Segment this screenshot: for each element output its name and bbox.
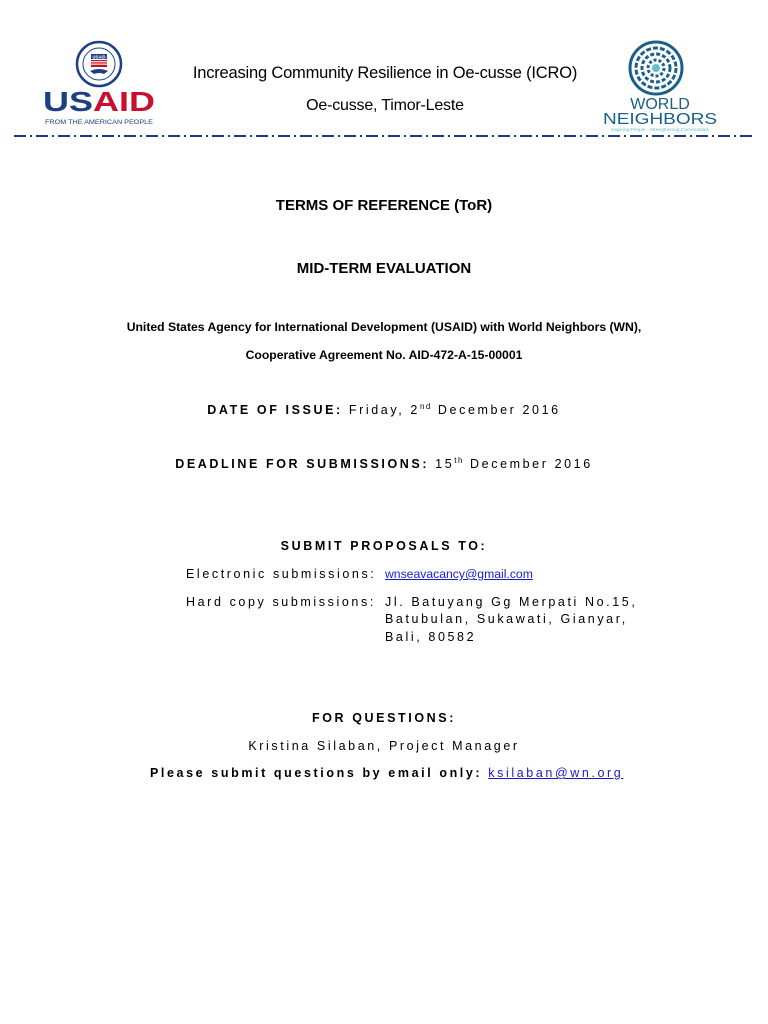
deadline-ordinal: th	[454, 456, 464, 465]
issue-value-suffix: December 2016	[431, 403, 561, 418]
questions-instruction	[150, 766, 623, 780]
submission-deadline	[0, 456, 768, 471]
electronic-submissions-email-link[interactable]: wnseavacancy@gmail.com	[385, 567, 533, 581]
project-title: Increasing Community Resilience in Oe-cusse (ICRO)	[192, 64, 578, 82]
document-title: TERMS OF REFERENCE (ToR)	[275, 197, 493, 214]
date-of-issue	[0, 402, 768, 417]
world-neighbors-logo	[590, 40, 730, 132]
address-line-2: Batubulan, Sukawati, Gianyar,	[385, 612, 628, 626]
submit-proposals-heading: SUBMIT PROPOSALS TO:	[280, 539, 488, 553]
questions-email-link[interactable]: ksilaban@wn.org	[488, 766, 624, 780]
electronic-submissions-label: Electronic submissions:	[186, 567, 377, 581]
hardcopy-submissions-label: Hard copy submissions:	[186, 595, 376, 609]
svg-text:FROM THE AMERICAN PEOPLE: FROM THE AMERICAN PEOPLE	[45, 119, 154, 126]
usaid-logo	[40, 40, 160, 130]
deadline-value-prefix: 15	[429, 457, 455, 472]
questions-prompt: Please submit questions by email only:	[150, 766, 489, 780]
questions-heading: FOR QUESTIONS:	[311, 711, 457, 725]
svg-text:Inspiring People · Strengtheni: Inspiring People · Strengthening Communities	[611, 128, 709, 132]
address-line-3: Bali, 80582	[385, 630, 477, 644]
header-divider	[14, 134, 754, 138]
svg-text:NEIGHBORS: NEIGHBORS	[603, 111, 717, 128]
contact-person: Kristina Silaban, Project Manager	[248, 739, 520, 753]
issue-ordinal: nd	[419, 402, 432, 411]
deadline-label: DEADLINE FOR SUBMISSIONS:	[175, 457, 430, 472]
project-location: Oe-cusse, Timor-Leste	[306, 97, 464, 114]
svg-text:WORLD: WORLD	[630, 96, 690, 113]
agency-line-2: Cooperative Agreement No. AID-472-A-15-00001	[245, 348, 523, 362]
agency-line-1: United States Agency for International Development (USAID) with World Neighbors (WN),	[126, 320, 642, 334]
issue-label: DATE OF ISSUE:	[207, 403, 343, 418]
document-subtitle: MID-TERM EVALUATION	[296, 260, 472, 277]
deadline-value-suffix: December 2016	[463, 457, 593, 472]
svg-text:USAID: US AID	[43, 86, 142, 117]
address-line-1: Jl. Batuyang Gg Merpati No.15,	[385, 595, 638, 609]
svg-text:USAID: USAID	[92, 54, 106, 60]
issue-value-prefix: Friday, 2	[342, 403, 420, 418]
